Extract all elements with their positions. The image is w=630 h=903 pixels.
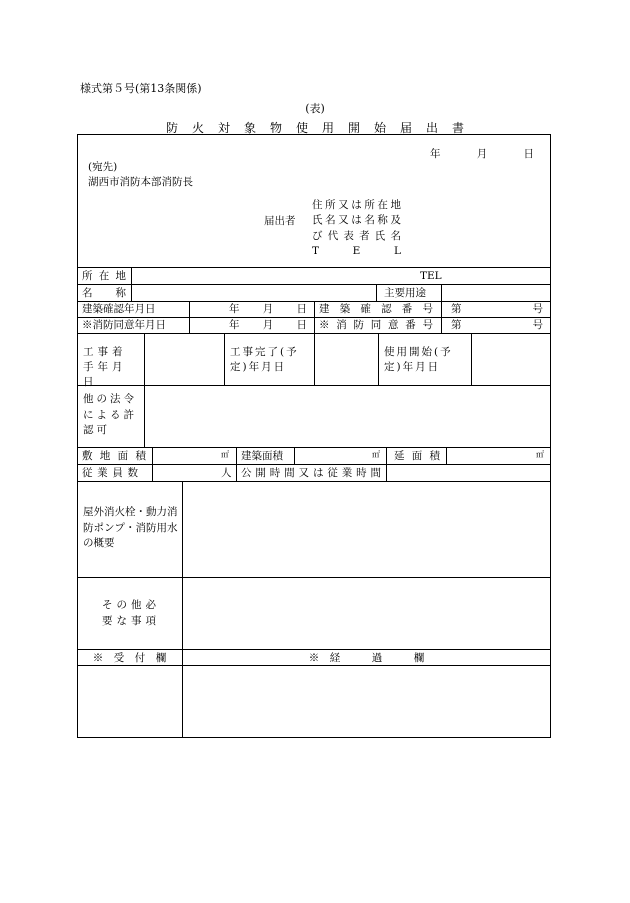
divider [77, 385, 551, 386]
notifier-tel: T E L [312, 244, 401, 257]
divider [77, 649, 551, 650]
divider [77, 284, 551, 285]
divider [294, 447, 295, 464]
submission-date: 年 月 日 [430, 148, 534, 160]
divider [77, 665, 551, 666]
divider [376, 284, 377, 301]
open-hours-label: 公開時間又は従業時間 [241, 467, 381, 479]
recipient-block [88, 160, 193, 190]
notifier-address: 住所又は所在地 [312, 199, 401, 211]
hydrant-label: 屋外消火栓・動力消防ポンプ・消防用水の概要 [83, 506, 178, 549]
divider [224, 333, 225, 385]
divider [144, 333, 145, 447]
form-title: 防火対象物使用開始届出書 [165, 121, 478, 135]
floor-area-label: 延面積 [394, 450, 440, 462]
location-label: 所在地 [82, 270, 126, 282]
divider [182, 481, 183, 738]
use-start-label: 使用開始(予定)年月日 [384, 346, 453, 373]
notifier-fields [312, 198, 401, 259]
divider [378, 333, 379, 385]
reception-header: ※ 受 付 欄 [92, 652, 167, 664]
build-confirm-number-value: 第 号 [451, 303, 543, 315]
other-items-label: その他必要な事項 [102, 599, 160, 627]
divider [189, 301, 190, 333]
divider [441, 301, 442, 333]
recipient-name: 湖西市消防本部消防長 [88, 176, 193, 188]
tel-label: TEL [420, 270, 442, 282]
divider [314, 333, 315, 385]
progress-header: ※ 経 過 欄 [308, 652, 425, 664]
form-number: 様式第５号(第13条関係) [80, 82, 202, 95]
divider [131, 267, 132, 301]
site-area-unit: ㎡ [221, 450, 229, 459]
fire-consent-date-label: ※消防同意年月日 [82, 319, 166, 331]
notifier-label: 届出者 [264, 215, 296, 227]
work-complete-label: 工事完了(予定)年月日 [230, 346, 299, 373]
main-use-label: 主要用途 [384, 287, 426, 299]
divider [314, 301, 315, 333]
divider [77, 481, 551, 482]
work-start-label: 工事着手年月日 [83, 346, 127, 388]
divider [77, 447, 551, 448]
build-confirm-date-value: 年 月 日 [229, 303, 307, 315]
fire-consent-date-value: 年 月 日 [229, 319, 307, 331]
divider [152, 447, 153, 481]
divider [386, 447, 387, 481]
site-area-label: 敷地面積 [82, 450, 146, 462]
build-confirm-date-label: 建築確認年月日 [82, 303, 156, 315]
divider [236, 447, 237, 481]
subtitle: (表) [305, 102, 325, 115]
fire-consent-number-label: ※消防同意番号 [319, 319, 433, 331]
divider [441, 284, 442, 301]
recipient-addressee: (宛先) [88, 161, 118, 173]
employees-label: 従業員数 [82, 467, 138, 479]
notifier-name-2: び代表者氏名 [312, 229, 401, 242]
floor-area-unit: ㎡ [536, 450, 544, 459]
divider [77, 577, 551, 578]
building-area-unit: ㎡ [372, 450, 380, 459]
name-label: 名称 [82, 287, 126, 299]
divider [77, 267, 551, 268]
fire-consent-number-value: 第 号 [451, 319, 543, 331]
employees-unit: 人 [221, 467, 232, 479]
divider [471, 333, 472, 385]
building-area-label: 建築面積 [241, 450, 283, 462]
divider [446, 447, 447, 464]
divider [77, 464, 551, 465]
other-law-label: 他の法令による許認可 [83, 393, 137, 436]
build-confirm-number-label: 建築確認番号 [319, 303, 433, 315]
notifier-name-1: 氏名又は名称及 [312, 214, 401, 227]
